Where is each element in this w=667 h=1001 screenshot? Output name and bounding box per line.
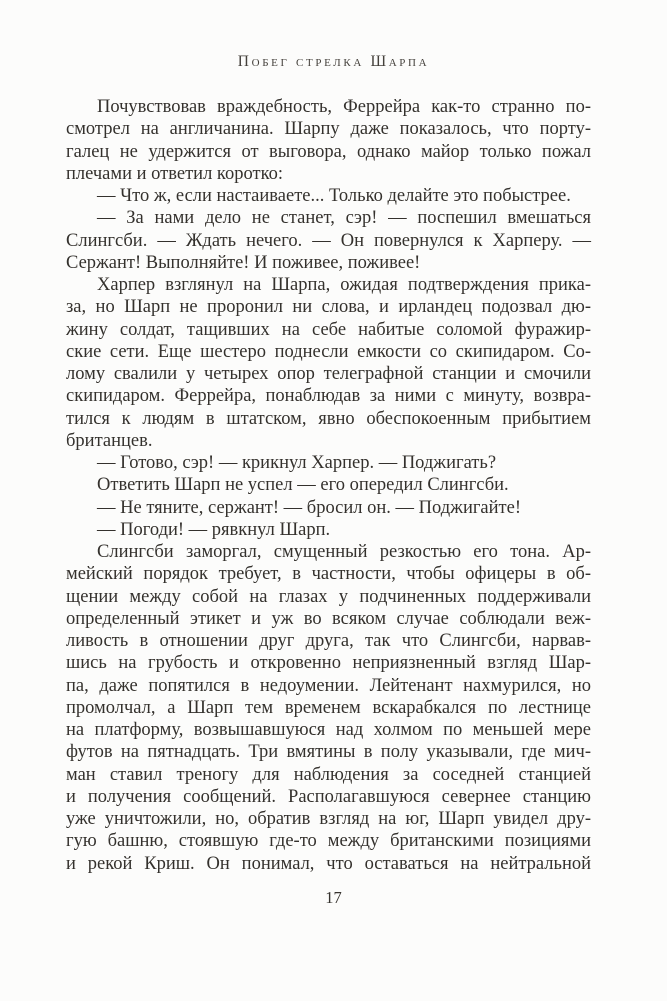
- text-line: — Готово, сэр! — крикнул Харпер. — Поджигать?: [97, 453, 497, 473]
- text-line: — За нами дело не станет, сэр! — поспешил вмешаться: [97, 208, 591, 229]
- text-line: ливость в отношении друг друга, так что Слингсби, нарвав-: [66, 631, 591, 651]
- text-line: — Погоди! — рявкнул Шарп.: [97, 519, 331, 540]
- text-line: уже уничтожили, но, обратив взгляд на юг, Шарп увидел дру-: [66, 809, 591, 829]
- text-line: щении между собой на глазах у подчиненных поддерживали: [66, 586, 591, 607]
- text-line: ман ставил треногу для наблюдения за соседней станцией: [66, 764, 591, 785]
- text-line: Слингсби. — Ждать нечего. — Он повернулся к Харперу. —: [66, 230, 591, 251]
- text-line: Ответить Шарп не успел — его опередил Слингсби.: [97, 475, 509, 496]
- paragraph-dialogue: [66, 207, 591, 274]
- text-line: британцев.: [66, 430, 153, 451]
- text-line: — Что ж, если настаиваете... Только делайте это побыстрее.: [97, 186, 571, 206]
- paragraph-dialogue: [66, 185, 591, 207]
- paragraph-dialogue: [66, 452, 591, 474]
- text-line: за, но Шарп не проронил ни слова, и ирландец подозвал дю-: [66, 297, 591, 318]
- text-line: определенный этикет и уж во всяком случае соблюдали веж-: [66, 608, 591, 629]
- text-line: гую башню, стоявшую где-то между британскими позициями: [66, 831, 591, 852]
- text-line: на платформу, возвышавшуюся над холмом по меньшей мере: [66, 720, 591, 740]
- text-line: промолчал, а Шарп тем временем вскарабкался по лестнице: [66, 697, 591, 718]
- text-line: жину солдат, тащивших на себе набитые соломой фуражир-: [66, 319, 591, 340]
- text-line: футов на пятнадцать. Три вмятины в полу указывали, где мич-: [66, 742, 591, 763]
- page-number: 17: [325, 888, 342, 907]
- text-line: тился к людям в штатском, явно обеспокоенным прибытием: [66, 408, 591, 429]
- text-line: скипидаром. Феррейра, понаблюдав за ними с минуту, возвра-: [66, 386, 591, 407]
- text-line: и получения сообщений. Располагавшуюся севернее станцию: [66, 786, 591, 807]
- text-line: Почувствовав враждебность, Феррейра как-то странно по-: [97, 97, 591, 117]
- text-line: — Не тяните, сержант! — бросил он. — Поджигайте!: [97, 497, 522, 518]
- text-line: ские сети. Еще шестеро поднесли емкости со скипидаром. Со-: [66, 341, 591, 362]
- paragraph: [66, 541, 591, 875]
- text-line: плечами и ответил коротко:: [66, 163, 284, 184]
- text-line: Сержант! Выполняйте! И поживее, поживее!: [66, 252, 421, 273]
- text-line: галец не удержится от выговора, однако майор только пожал: [66, 141, 591, 162]
- paragraph: [66, 474, 591, 496]
- text-line: Слингсби заморгал, смущенный резкостью его тона. Ар-: [97, 542, 591, 562]
- text-line: и рекой Криш. Он понимал, что оставаться на нейтральной: [66, 853, 591, 874]
- paragraph-dialogue: [66, 519, 591, 541]
- text-line: смотрел на англичанина. Шарпу даже показалось, что порту-: [66, 119, 591, 140]
- running-header: Побег стрелка Шарпа: [237, 53, 430, 70]
- paragraph-dialogue: [66, 497, 591, 519]
- text-line: шись на грубость и откровенно неприязненный взгляд Шар-: [66, 653, 591, 674]
- text-line: па, даже попятился в недоумении. Лейтенант нахмурился, но: [66, 675, 591, 696]
- text-line: Харпер взглянул на Шарпа, ожидая подтверждения прика-: [97, 275, 591, 295]
- text-line: мейский порядок требует, в частности, чтобы офицеры в об-: [66, 564, 591, 585]
- paragraph: [66, 96, 591, 185]
- text-line: лому свалили у четырех опор телеграфной станции и смочили: [66, 364, 591, 384]
- text-block: [66, 96, 591, 875]
- paragraph: [66, 274, 591, 452]
